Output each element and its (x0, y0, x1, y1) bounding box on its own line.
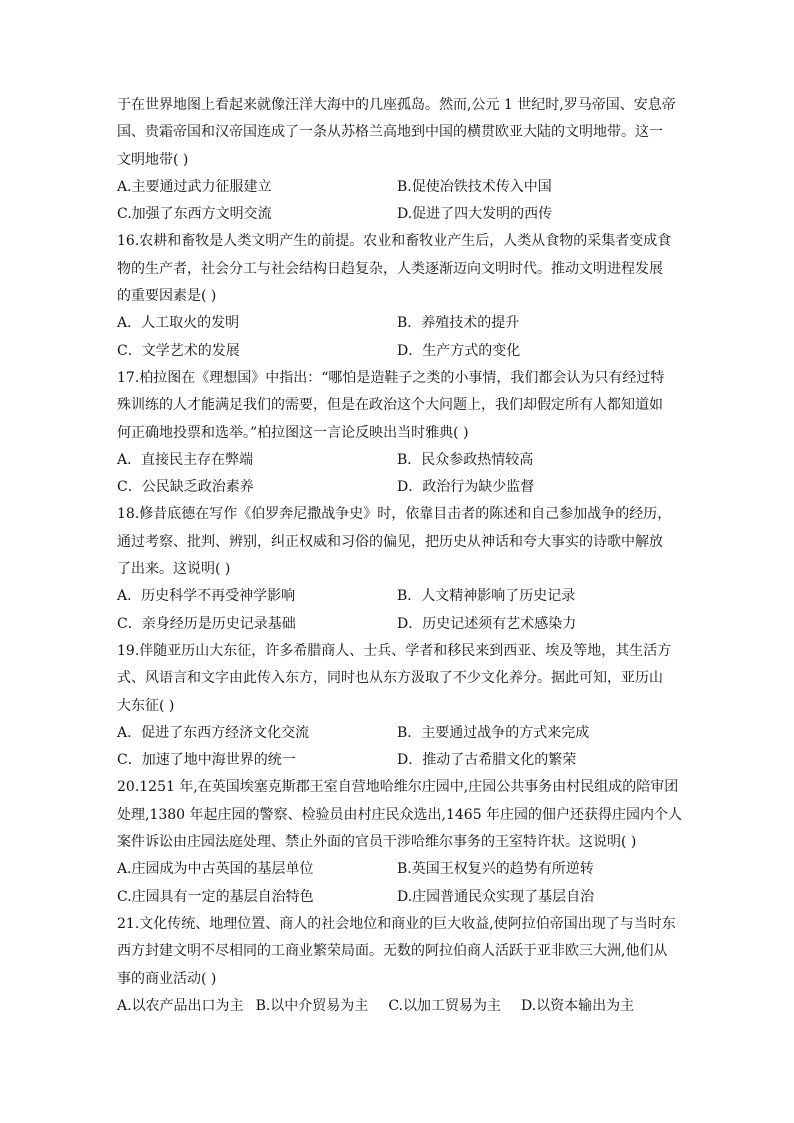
option-row (117, 174, 677, 201)
option-d[interactable]: D.以资本输出为主 (520, 997, 635, 1014)
option-d[interactable]: D.促进了四大发明的西传 (397, 206, 553, 223)
option-b[interactable]: B．主要通过战争的方式来完成 (397, 724, 590, 741)
option-b[interactable]: B．养殖技术的提升 (397, 315, 520, 332)
option-a[interactable]: A.主要通过武力征服建立 (117, 178, 272, 195)
option-a[interactable]: A．促进了东西方经济文化交流 (117, 724, 310, 741)
question-17 (117, 365, 677, 501)
question-line: 式、风语言和文字由此传入东方，同时也从东方汲取了不少文化养分。据此可知，亚历山 (117, 670, 663, 687)
option-row (117, 747, 677, 774)
question-line: 殊训练的人才能满足我们的需要，但是在政治这个大问题上，我们却假定所有人都知道如 (117, 397, 663, 414)
question-line: 了出来。这说明( ) (117, 561, 231, 578)
option-d[interactable]: D．历史记述须有艺术感染力 (397, 615, 577, 632)
option-a[interactable]: A．直接民主存在弊端 (117, 451, 254, 468)
option-a[interactable]: A.庄园成为中古英国的基层单位 (117, 861, 314, 878)
question-line: 大东征( ) (117, 697, 175, 714)
option-d[interactable]: D．政治行为缺少监督 (397, 479, 535, 496)
question-line: 事的商业活动( ) (117, 970, 217, 987)
question-line: 国、贵霜帝国和汉帝国连成了一条从苏格兰高地到中国的横贯欧亚大陆的文明地带。这一 (117, 124, 663, 141)
question-line: 通过考察、批判、辨别，纠正权威和习俗的偏见，把历史从神话和夸大事实的诗歌中解放 (117, 533, 663, 550)
option-d[interactable]: D．生产方式的变化 (397, 342, 521, 359)
option-row (117, 720, 677, 747)
question-line: 17.柏拉图在《理想国》中指出：“哪怕是造鞋子之类的小事情，我们都会认为只有经过特 (117, 369, 665, 386)
question-15-continuation (117, 92, 677, 228)
question-20 (117, 774, 683, 910)
option-a[interactable]: A．历史科学不再受神学影响 (117, 588, 296, 605)
question-line: 西方封建文明不尽相同的工商业繁荣局面。无数的阿拉伯商人活跃于亚非欧三大洲,他们从 (117, 943, 668, 960)
option-row (117, 474, 677, 501)
option-row (117, 583, 677, 610)
question-line: 19.伴随亚历山大东征，许多希腊商人、士兵、学者和移民来到西亚、埃及等地，其生活方 (117, 642, 672, 659)
option-c[interactable]: C．加速了地中海世界的统一 (117, 752, 296, 769)
question-line: 文明地带( ) (117, 151, 189, 168)
option-row (117, 310, 677, 337)
option-c[interactable]: C．文学艺术的发展 (117, 342, 240, 359)
option-a[interactable]: A.以农产品出口为主 (117, 997, 244, 1014)
option-d[interactable]: D．推动了古希腊文化的繁荣 (397, 752, 577, 769)
question-line: 物的生产者，社会分工与社会结构日趋复杂，人类逐渐迈向文明时代。推动文明进程发展 (117, 260, 663, 277)
option-row (117, 338, 677, 365)
option-b[interactable]: B.促使冶铁技术传入中国 (397, 178, 552, 195)
option-c[interactable]: C．亲身经历是历史记录基础 (117, 615, 296, 632)
question-line: 于在世界地图上看起来就像汪洋大海中的几座孤岛。然而,公元 1 世纪时,罗马帝国、安息帝 (117, 97, 676, 113)
option-row (117, 611, 677, 638)
option-c[interactable]: C.加强了东西方文明交流 (117, 206, 272, 223)
question-line: 21.文化传统、地理位置、商人的社会地位和商业的巨大收益,使阿拉伯帝国出现了与当时东 (117, 915, 676, 932)
question-line: 的重要因素是( ) (117, 288, 217, 305)
option-row (117, 884, 677, 911)
option-row (117, 201, 677, 228)
option-row (117, 447, 677, 474)
exam-page (117, 92, 683, 1020)
option-b[interactable]: B．人文精神影响了历史记录 (397, 588, 576, 605)
option-b[interactable]: B.以中介贸易为主 (255, 997, 369, 1014)
option-c[interactable]: C．公民缺乏政治素养 (117, 479, 254, 496)
question-18 (117, 501, 677, 637)
question-line: 16.农耕和畜牧是人类文明产生的前提。农业和畜牧业产生后，人类从食物的采集者变成食 (117, 233, 672, 250)
option-b[interactable]: B.英国王权复兴的趋势有所逆转 (397, 861, 594, 878)
option-row (117, 993, 677, 1020)
option-a[interactable]: A．人工取火的发明 (117, 315, 240, 332)
question-21 (117, 911, 677, 1020)
option-c[interactable]: C.以加工贸易为主 (388, 997, 501, 1014)
option-b[interactable]: B．民众参政热情较高 (397, 451, 534, 468)
option-d[interactable]: D.庄园普通民众实现了基层自治 (397, 888, 595, 905)
question-line: 案件诉讼由庄园法庭处理、禁止外面的官员干涉哈维尔事务的王室特许状。这说明( ) (117, 834, 637, 851)
question-line: 何正确地投票和选举。”柏拉图这一言论反映出当时雅典( ) (117, 424, 469, 441)
question-line: 20.1251 年,在英国埃塞克斯郡王室自营地哈维尔庄园中,庄园公共事务由村民组成的陪审团 (117, 779, 679, 796)
option-row (117, 856, 677, 883)
question-line: 处理,1380 年起庄园的警察、检验员由村庄民众选出,1465 年庄园的佃户还获得庄园内个人 (117, 806, 683, 823)
question-line: 18.修昔底德在写作《伯罗奔尼撒战争史》时，依靠目击者的陈述和自己参加战争的经历， (117, 506, 672, 523)
question-16 (117, 228, 677, 364)
question-19 (117, 638, 677, 774)
option-c[interactable]: C.庄园具有一定的基层自治特色 (117, 888, 314, 905)
